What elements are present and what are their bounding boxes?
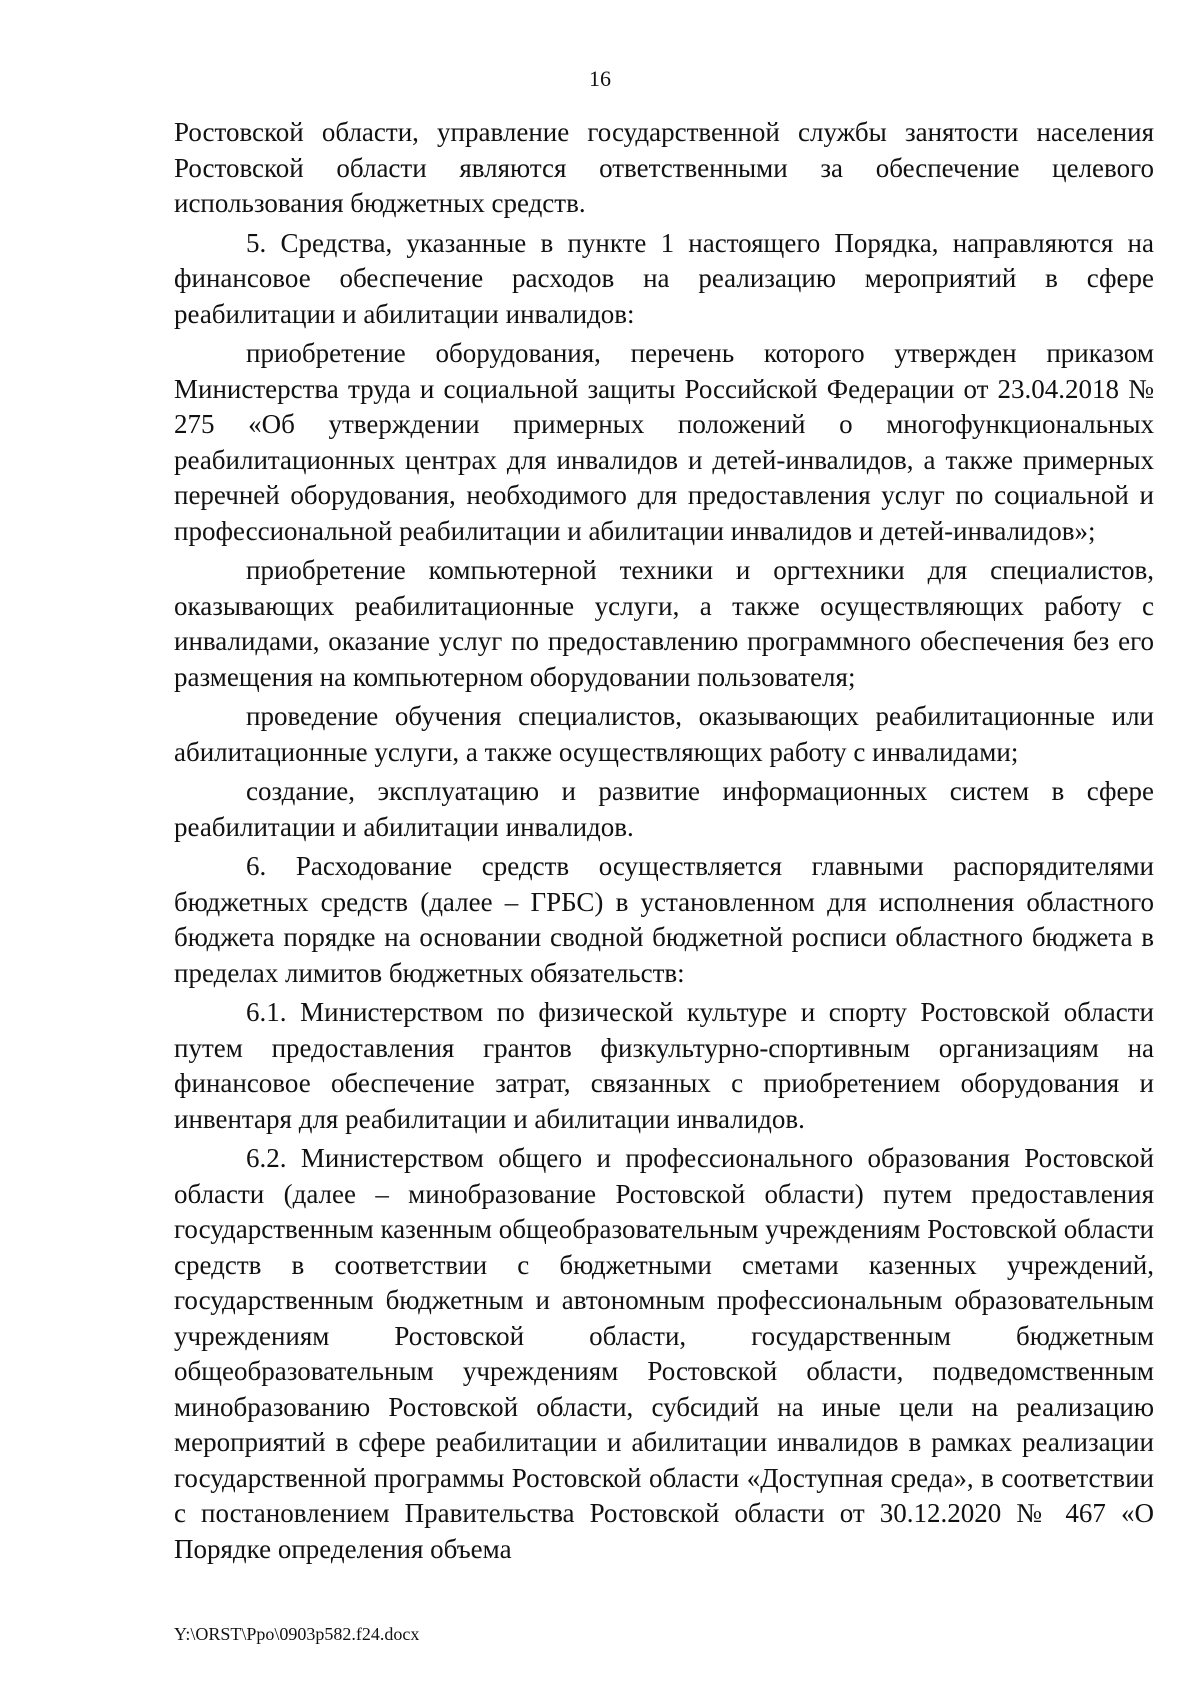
paragraph-computer-purchase: приобретение компьютерной техники и оргтехники для специалистов, оказывающих реабилитационные услуги, а также осуществляющих работу с инвалидами, оказание услуг по предоставлению программного обеспечения без его размещения на компьютерном оборудовании пользователя;	[174, 555, 1154, 692]
paragraph-continuation: Ростовской области, управление государственной службы занятости населения Ростовской области являются ответственными за обеспечение целевого использования бюджетных средств.	[174, 117, 1154, 218]
paragraph-specialist-training: проведение обучения специалистов, оказывающих реабилитационные или абилитационные услуги, а также осуществляющих работу с инвалидами;	[174, 701, 1154, 767]
document-body	[174, 115, 1154, 1571]
paragraph-item-6-1: 6.1. Министерством по физической культуре и спорту Ростовской области путем предоставления грантов физкультурно-спортивным организациям на финансовое обеспечение затрат, связанных с приобретением оборудования и инвентаря для реабилитации и абилитации инвалидов.	[174, 997, 1154, 1134]
paragraph-information-systems: создание, эксплуатацию и развитие информационных систем в сфере реабилитации и абилитации инвалидов.	[174, 776, 1154, 842]
paragraph-item-5: 5. Средства, указанные в пункте 1 настоящего Порядка, направляются на финансовое обеспечение расходов на реализацию мероприятий в сфере реабилитации и абилитации инвалидов:	[174, 227, 1154, 329]
paragraph-equipment-purchase: приобретение оборудования, перечень которого утвержден приказом Министерства труда и социальной защиты Российской Федерации от 23.04.2018 № 275 «Об утверждении примерных положений о многофункциональных реабилитационных центрах для инвалидов и детей-инвалидов, а также примерных перечней оборудования, необходимого для предоставления услуг по социальной и профессиональной реабилитации и абилитации инвалидов и детей-инвалидов»;	[174, 338, 1154, 546]
page-number: 16	[589, 66, 611, 91]
paragraph-item-6-2: 6.2. Министерством общего и профессионального образования Ростовской области (далее – минобразование Ростовской области) путем предоставления государственным казенным общеобразовательным учреждениям Ростовской области средств в соответствии с бюджетными сметами казенных учреждений, государственным бюджетным и автономным профессиональным образовательным учреждениям Ростовской области, государственным бюджетным общеобразовательным учреждениям Ростовской области, подведомственным минобразованию Ростовской области, субсидий на иные цели на реализацию мероприятий в сфере реабилитации и абилитации инвалидов в рамках реализации государственной программы Ростовской области «Доступная среда», в соответствии с постановлением Правительства Ростовской области от 30.12.2020 № 467 «О Порядке определения объема	[174, 1143, 1154, 1564]
paragraph-item-6: 6. Расходование средств осуществляется главными распорядителями бюджетных средств (далее – ГРБС) в установленном для исполнения областного бюджета порядке на основании сводной бюджетной росписи областного бюджета в пределах лимитов бюджетных обязательств:	[174, 851, 1154, 988]
footer-file-path: Y:\ORST\Ppo\0903p582.f24.docx	[174, 1624, 420, 1644]
